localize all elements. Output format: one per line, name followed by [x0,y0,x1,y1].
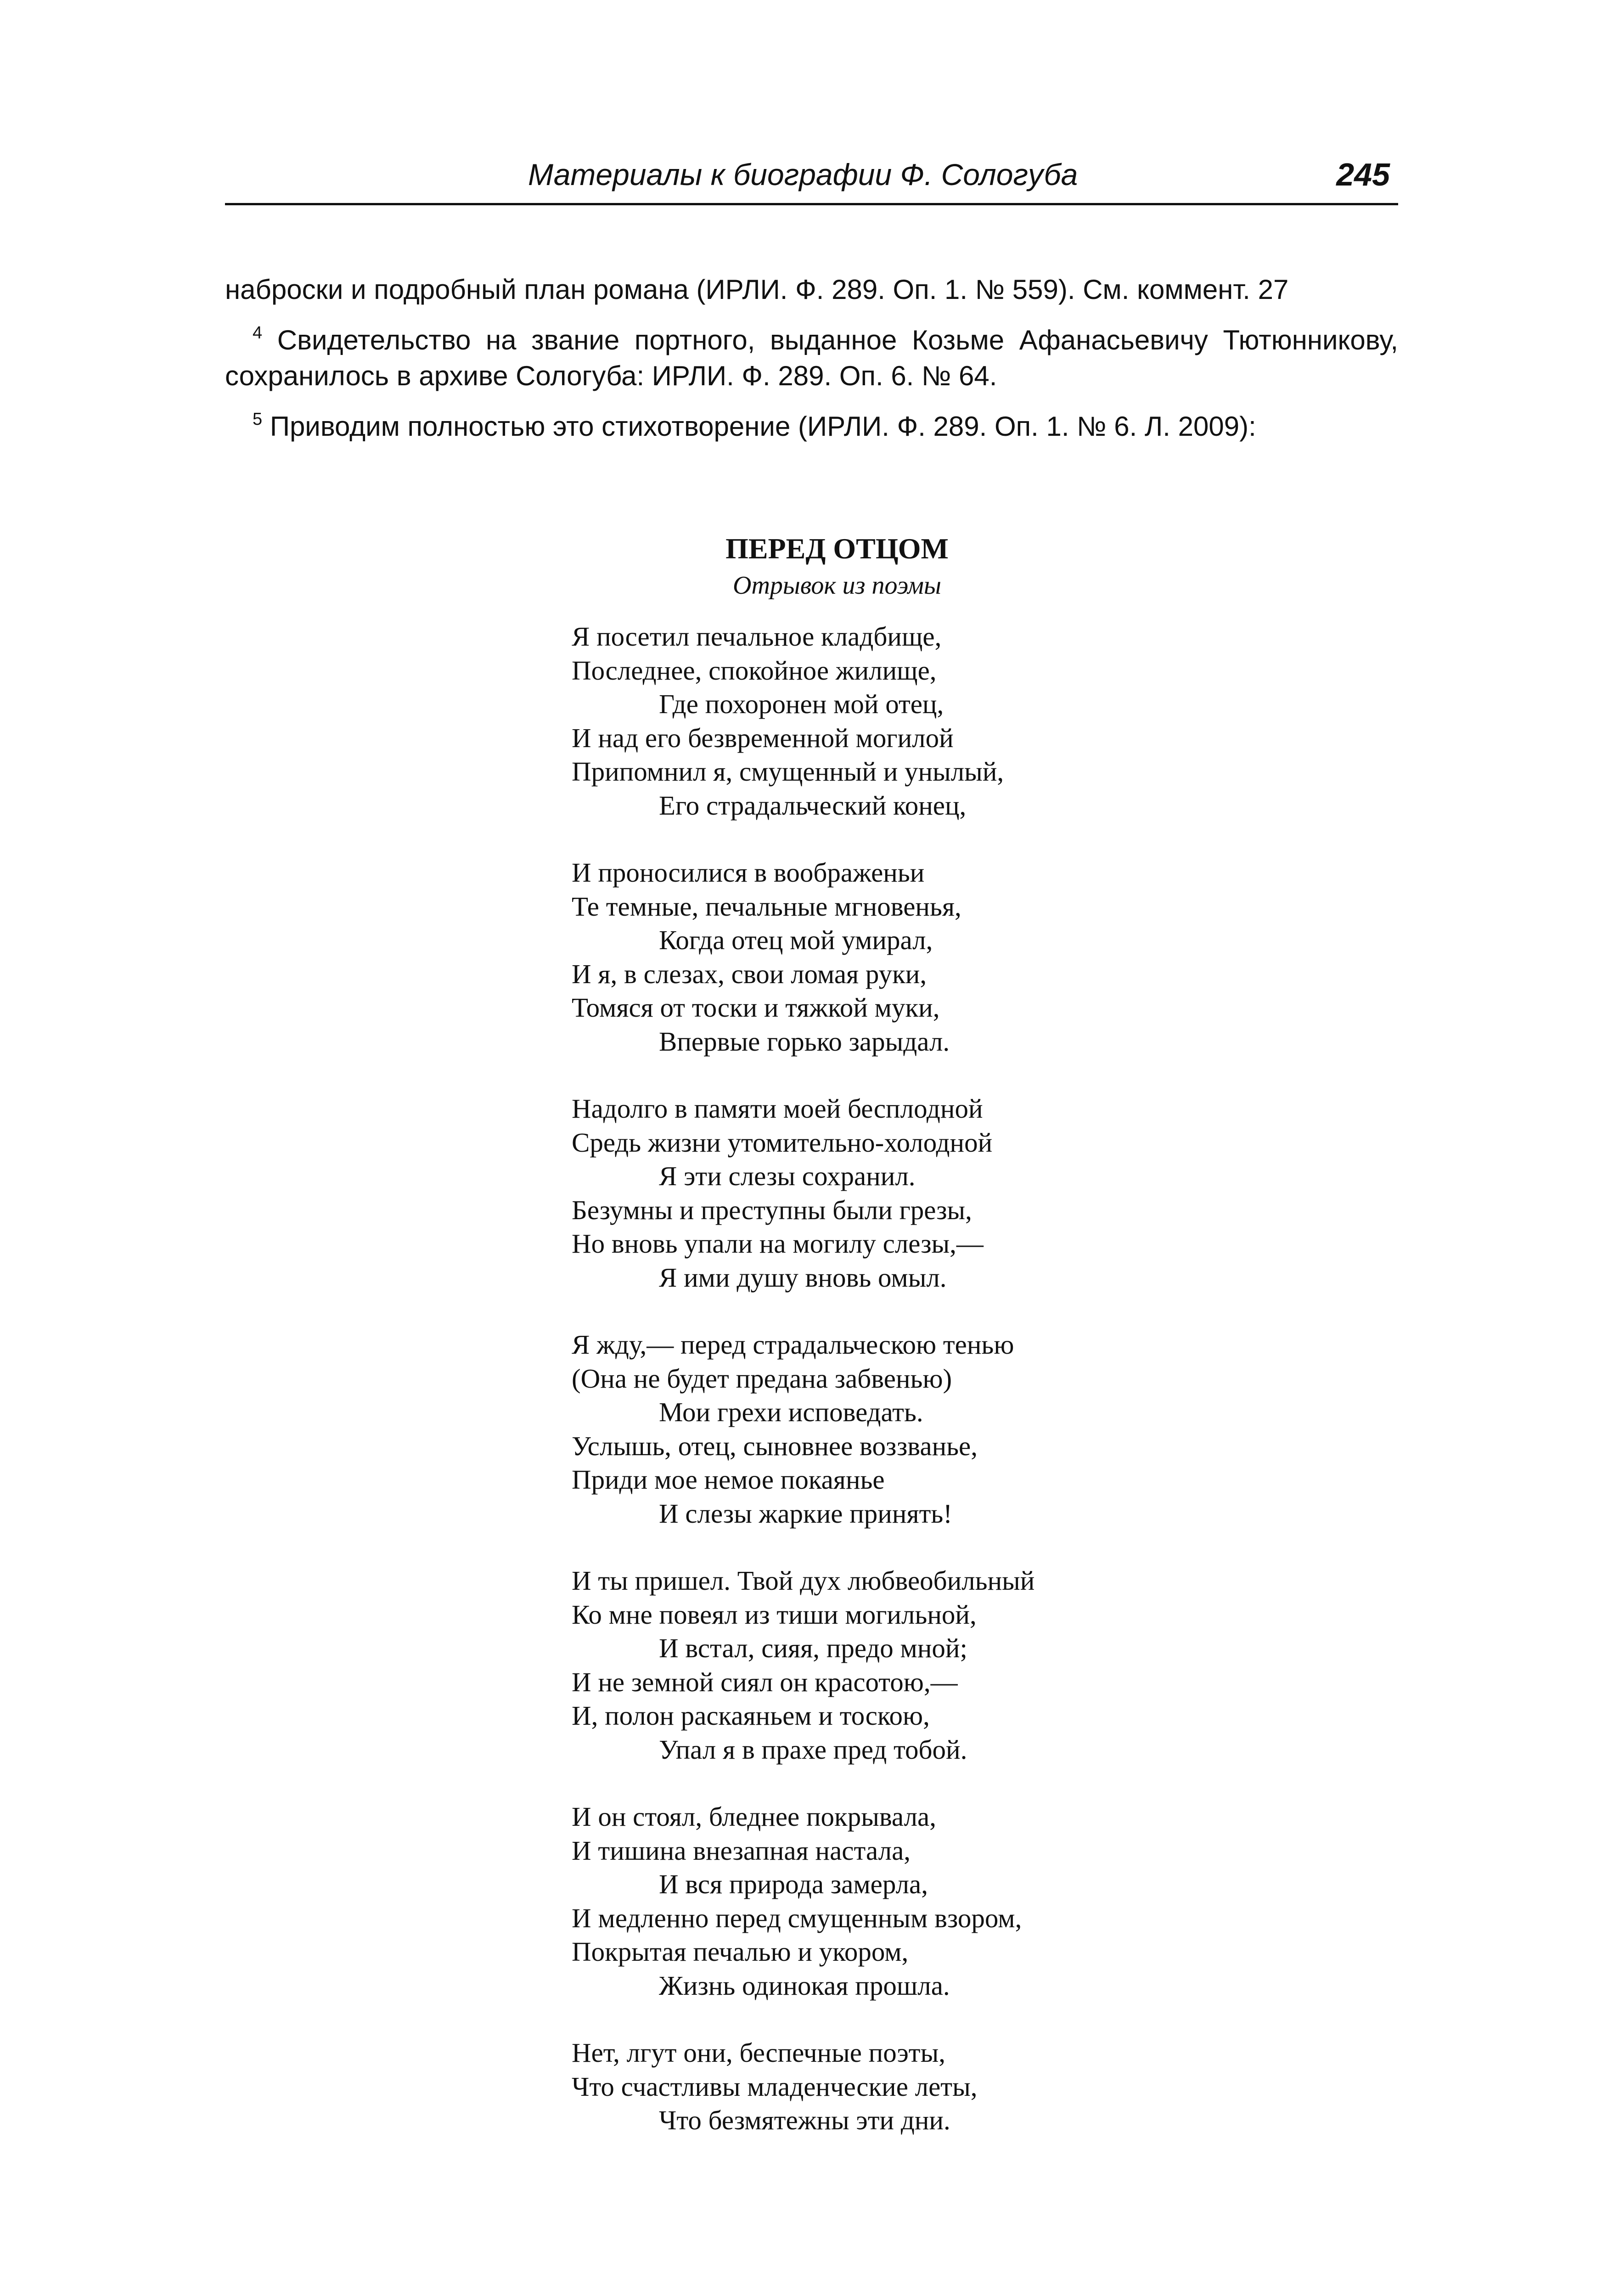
poem-body [572,620,1398,2171]
poem-line: Когда отец мой умирал, [659,925,933,955]
poem-line: И медленно перед смущенным взором, [572,1902,1022,1933]
footnote-text: наброски и подробный план романа (ИРЛИ. Ф. 289. Оп. 1. № 559). См. коммент. 27 [225,274,1289,305]
poem-line: Приди мое немое покаянье [572,1464,885,1495]
stanza [572,620,1398,822]
poem-line: И я, в слезах, свои ломая руки, [572,958,927,989]
stanza [572,1092,1398,1294]
poem-line: И слезы жаркие принять! [659,1498,952,1529]
poem-line: И встал, сияя, предо мной; [659,1633,967,1663]
poem-line: Что безмятежны эти дни. [659,2105,950,2135]
stanza [572,2036,1398,2138]
stanza [572,1564,1398,1767]
poem-line: Средь жизни утомительно-холодной [572,1127,993,1158]
poem-line: Но вновь упали на могилу слезы,— [572,1228,984,1259]
footnote-5 [225,409,1398,445]
running-header [225,152,1398,202]
poem-line: Нет, лгут они, беспечные поэты, [572,2037,945,2068]
poem-line: Жизнь одинокая прошла. [659,1970,950,2001]
footnote-continuation [225,272,1398,308]
poem-line: Упал я в прахе пред тобой. [659,1734,967,1765]
poem-line: Ко мне повеял из тиши могильной, [572,1599,977,1630]
stanza [572,1328,1398,1531]
poem-line: Его страдальческий конец, [659,790,967,821]
poem-line: Последнее, спокойное жилище, [572,655,937,686]
footnote-text: Свидетельство на звание портного, выданное Козьме Афанасьевичу Тютюнникову, сохранилось в архиве Сологуба: ИРЛИ. Ф. 289. Оп. 6. № 64. [225,325,1399,391]
poem-line: И вся природа замерла, [659,1869,928,1899]
poem-title: ПЕРЕД ОТЦОМ [725,532,949,565]
footnote-text: Приводим полностью это стихотворение (ИРЛИ. Ф. 289. Оп. 1. № 6. Л. 2009): [270,411,1256,442]
poem-line: Что счастливы младенческие леты, [572,2071,978,2102]
footnote-marker: 5 [253,410,263,429]
poem-line: Я эти слезы сохранил. [659,1161,916,1191]
poem-line: Где похоронен мой отец, [659,689,944,719]
poem-line: И тишина внезапная настала, [572,1835,911,1866]
poem-line: И над его безвременной могилой [572,722,954,753]
poem-line: Томяся от тоски и тяжкой муки, [572,992,940,1023]
footnote-marker: 4 [253,323,263,343]
poem-line: Я жду,— перед страдальческою тенью [572,1329,1014,1360]
stanza [572,1800,1398,2003]
poem-line: И проносилися в воображеньи [572,857,925,888]
stanza [572,856,1398,1058]
poem-line: Покрытая печалью и укором, [572,1936,909,1967]
poem-line: Услышь, отец, сыновнее воззванье, [572,1430,978,1461]
poem-line: (Она не будет предана забвенью) [572,1363,952,1394]
poem-line: Я посетил печальное кладбище, [572,621,942,652]
poem-line: Те темные, печальные мгновенья, [572,891,961,922]
footnote-4 [225,322,1398,394]
poem-line: И не земной сиял он красотою,— [572,1666,958,1697]
poem-line: Я ими душу вновь омыл. [659,1262,947,1293]
poem-line: И, полон раскаяньем и тоскою, [572,1700,930,1731]
poem-line: Припомнил я, смущенный и унылый, [572,756,1004,787]
running-title: Материалы к биографии Ф. Сологуба [528,158,1078,191]
poem-line: Мои грехи исповедать. [659,1397,923,1427]
footnotes [225,272,1398,459]
poem-line: И он стоял, бледнее покрывала, [572,1801,936,1832]
poem-line: И ты пришел. Твой дух любвеобильный [572,1565,1035,1596]
poem-subtitle: Отрывок из поэмы [733,571,941,600]
page-number: 245 [1336,157,1390,192]
header-divider [225,203,1398,205]
poem-line: Надолго в памяти моей бесплодной [572,1093,983,1124]
poem-line: Безумны и преступны были грезы, [572,1194,972,1225]
poem-line: Впервые горько зарыдал. [659,1026,950,1057]
